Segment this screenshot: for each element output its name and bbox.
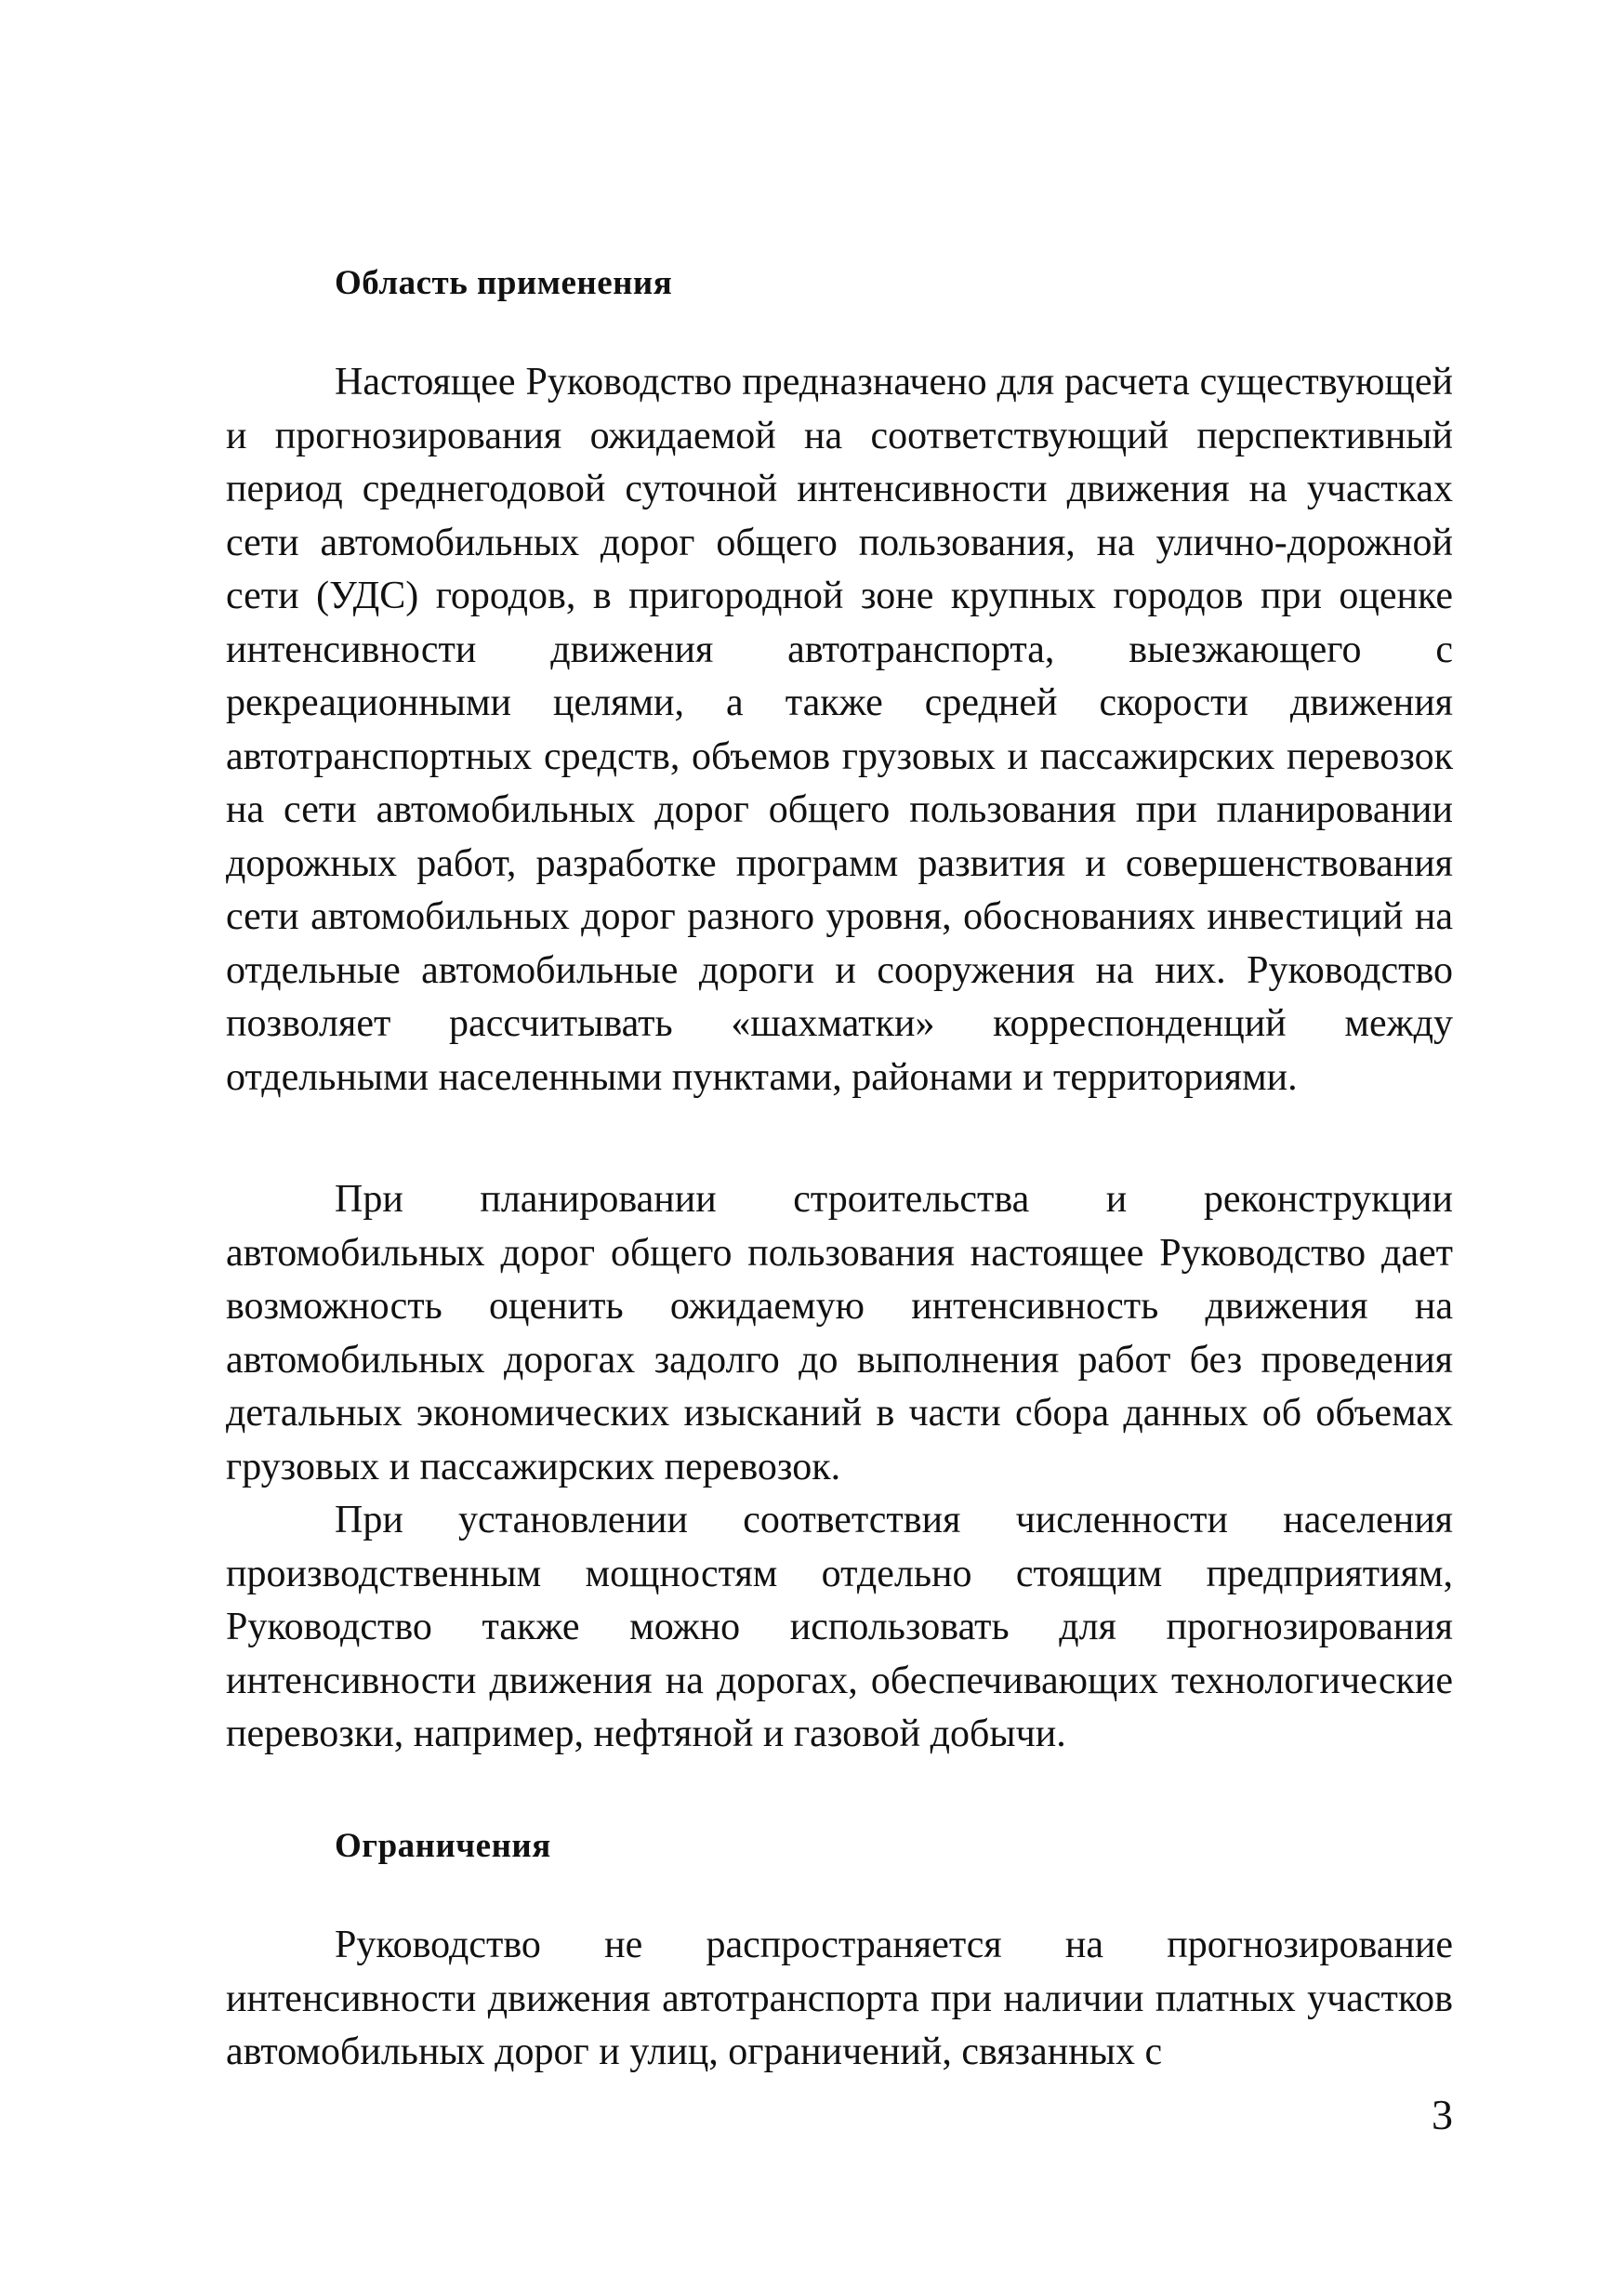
- paragraph-scope-planning: При планировании строительства и реконструкции автомобильных дорог общего пользования настоящее Руководство дает возможность оценить ожидаемую интенсивность движения на автомобильных дорогах задолго до выполнения работ без проведения детальных экономических изысканий в части сбора данных об объемах грузовых и пассажирских перевозок.: [226, 1178, 1453, 1488]
- section-heading-limitations: Ограничения: [335, 1827, 551, 1865]
- paragraph-limitations: Руководство не распространяется на прогнозирование интенсивности движения автотранспорта при наличии платных участков автомобильных дорог и улиц, ограничений, связанных с: [226, 1924, 1453, 2073]
- page-number: 3: [1432, 2091, 1453, 2138]
- paragraph-scope-industrial: При установлении соответствия численности населения производственным мощностям отдельно стоящим предприятиям, Руководство также можно использовать для прогнозирования интенсивности движения на дорогах, обеспечивающих технологические перевозки, например, нефтяной и газовой добычи.: [226, 1499, 1453, 1755]
- section-heading-scope: Область применения: [335, 264, 673, 302]
- paragraph-scope-purpose: Настоящее Руководство предназначено для расчета существующей и прогнозирования ожидаемой на соответствующий перспективный период среднегодовой суточной интенсивности движения на участках сети автомобильных дорог общего пользования, на улично-дорожной сети (УДС) городов, в пригородной зоне крупных городов при оценке интенсивности движения автотранспорта, выезжающего с рекреационными целями, а также средней скорости движения автотранспортных средств, объемов грузовых и пассажирских перевозок на сети автомобильных дорог общего пользования при планировании дорожных работ, разработке программ развития и совершенствования сети автомобильных дорог разного уровня, обоснованиях инвестиций на отдельные автомобильные дороги и сооружения на них. Руководство позволяет рассчитывать «шахматки» корреспонденций между отдельными населенными пунктами, районами и территориями.: [226, 361, 1453, 1099]
